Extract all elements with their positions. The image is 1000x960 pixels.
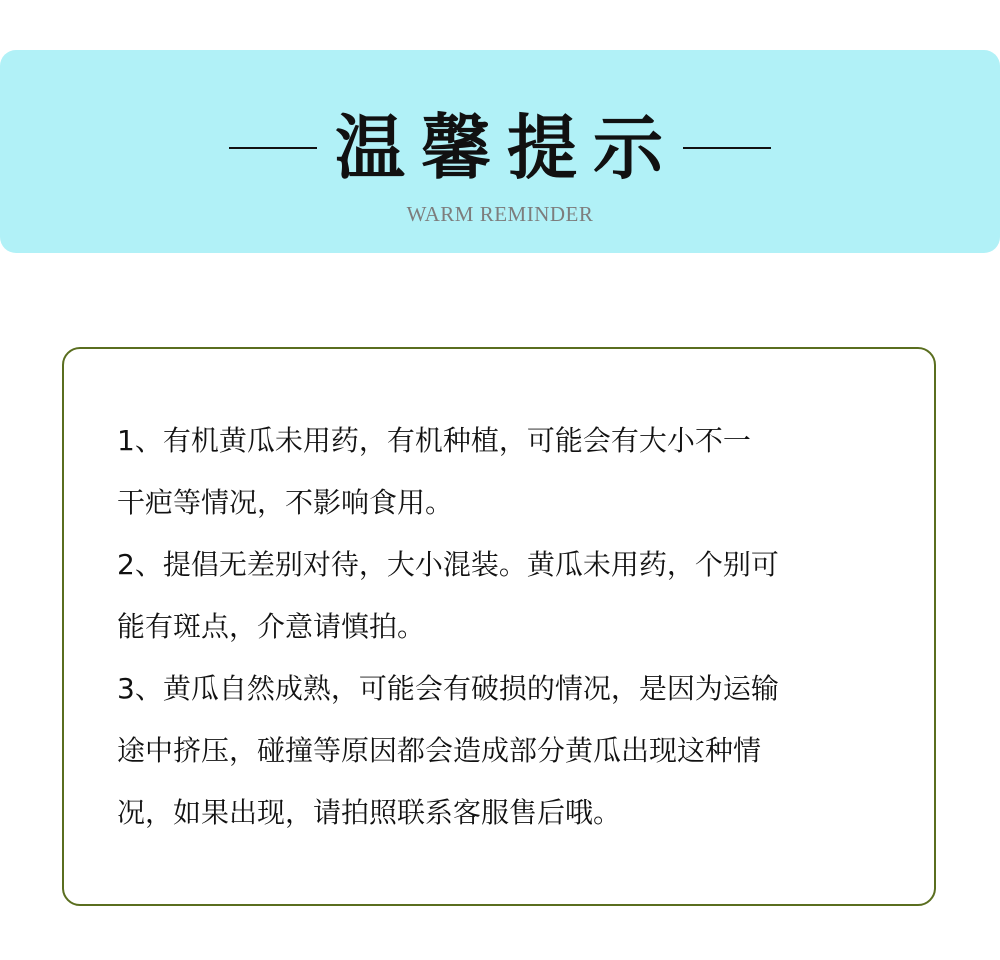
notice-line: 能有斑点，介意请慎拍。 [117, 610, 426, 643]
page-title: 温馨提示 [335, 107, 679, 189]
title-row [0, 108, 1000, 188]
title-left-line [229, 147, 317, 149]
title-right-line [683, 147, 771, 149]
notice-line: 途中挤压，碰撞等原因都会造成部分黄瓜出现这种情 [117, 734, 762, 767]
notice-line: 1、有机黄瓜未用药，有机种植，可能会有大小不一 [117, 424, 751, 457]
notice-line: 况，如果出现，请拍照联系客服售后哦。 [117, 796, 622, 829]
notice-line: 2、提倡无差别对待，大小混装。黄瓜未用药，个别可 [117, 548, 779, 581]
notice-line: 3、黄瓜自然成熟，可能会有破损的情况，是因为运输 [117, 672, 779, 705]
page-subtitle: WARM REMINDER [406, 202, 594, 226]
notice-text [117, 410, 897, 844]
notice-line: 干疤等情况，不影响食用。 [117, 486, 454, 519]
